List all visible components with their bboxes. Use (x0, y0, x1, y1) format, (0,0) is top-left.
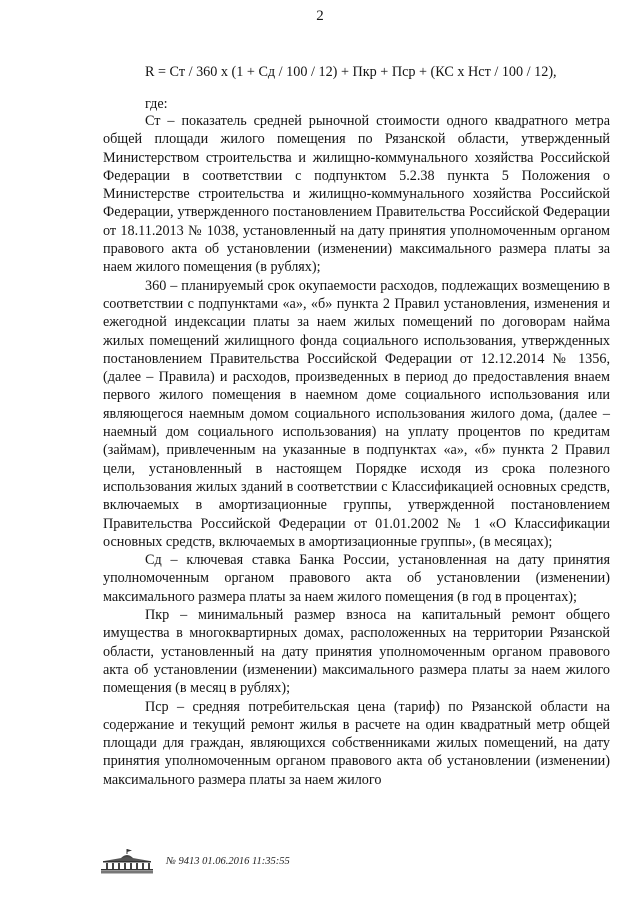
document-footer (98, 848, 290, 874)
definition-360: 360 – планируемый срок окупаемости расходов, подлежащих возмещению в соответствии с подпунктами «а», «б» пункта 2 Правил установления, изменения и ежегодной индексации платы за наем жилых помещений по договорам найма жилых помещений жилищного фонда социального использования, утвержденных постановлением Правительства Российской Федерации от 12.12.2014 № 1356, (далее – Правила) и расходов, произведенных в период до предоставления внаем первого жилого помещения в наемном доме социального использования или являющегося наемным домом социального использования жилого дома, (далее – наемный дом социального использования) на уплату процентов по кредитам (займам), привлеченным на указанные в подпунктах «а», «б» пункта 2 Правил цели, установленный в настоящем Порядке исходя из срока полезного использования жилых зданий в соответствии с Классификацией основных средств, включаемых в амортизационные группы, утвержденной постановлением Правительства Российской Федерации от 01.01.2002 № 1 «О Классификации основных средств, включаемых в амортизационные группы», (в месяцах); (103, 277, 610, 550)
definition-psr: Пср – средняя потребительская цена (тариф) по Рязанской области на содержание и текущий ремонт жилья в расчете на один квадратный метр общей площади для граждан, являющихся собственниками жилых помещений, на дату принятия уполномоченным органом правового акта об установлении (изменении) максимального размера платы за наем жилого (103, 698, 610, 788)
definition-st: Ст – показатель средней рыночной стоимости одного квадратного метра общей площади жилого помещения по Рязанской области, утвержденный Министерством строительства и жилищно-коммунального хозяйства Российской Федерации в соответствии с подпунктом 5.2.38 пункта 5 Положения о Министерстве строительства и жилищно-коммунального хозяйства Российской Федерации, утвержденного постановлением Правительства Российской Федерации от 18.11.2013 № 1038, установленный на дату принятия уполномоченным органом правового акта об установлении (изменении) максимального размера платы за наем жилого помещения (в рублях); (103, 113, 610, 276)
rent-formula: R = Ст / 360 х (1 + Сд / 100 / 12) + Пкр + Пср + (КС х Нст / 100 / 12), (145, 64, 557, 80)
definition-pkr: Пкр – минимальный размер взноса на капитальный ремонт общего имущества в многоквартирных домах, расположенных на территории Рязанской области, установленный на дату принятия уполномоченным органом правового акта об установлении (изменении) максимального размера платы за наем жилого помещения (в месяц в рублях); (103, 607, 610, 697)
definition-sd: Сд – ключевая ставка Банка России, установленная на дату принятия уполномоченным органом правового акта об установлении (изменении) максимального размера платы за наем жилого помещения (в год в процентах); (103, 552, 610, 605)
formula-definitions (103, 112, 610, 789)
government-building-logo-icon (98, 848, 156, 874)
page-number: 2 (316, 8, 324, 24)
where-label: где: (145, 96, 168, 112)
document-registration-stamp: № 9413 01.06.2016 11:35:55 (166, 856, 290, 867)
